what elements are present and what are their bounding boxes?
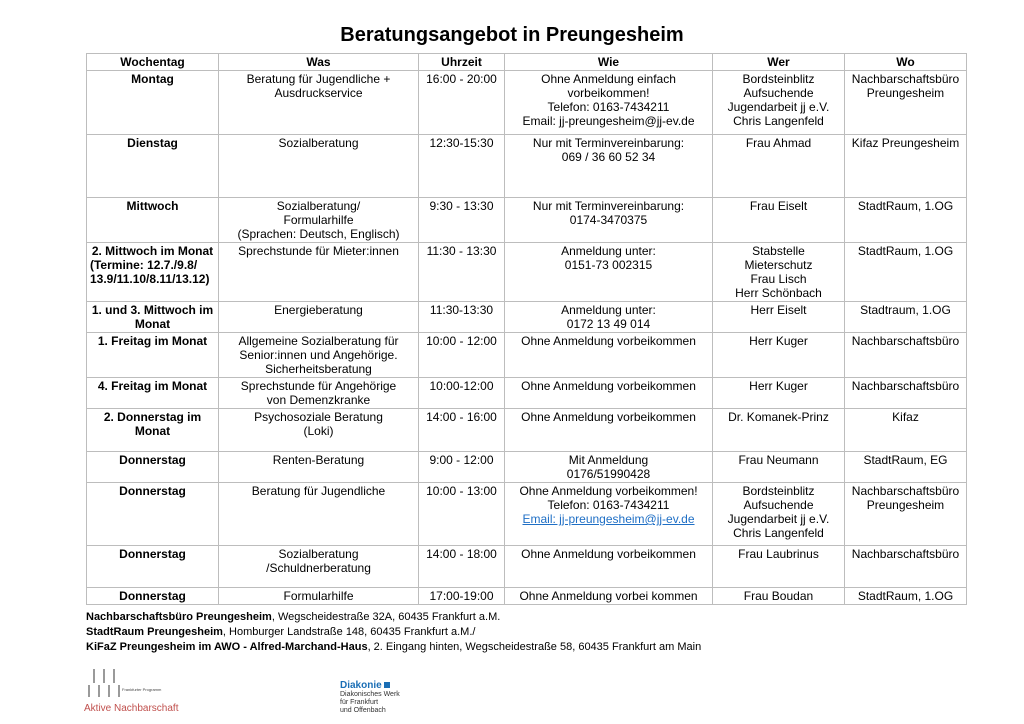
cell-text: (Loki) xyxy=(303,424,334,438)
cell-text: Chris Langenfeld xyxy=(733,114,824,128)
table-row xyxy=(87,135,967,198)
cell-wie xyxy=(505,243,713,302)
cell-text: Aufsuchende xyxy=(743,86,814,100)
cell-text: Sprechstunde für Angehörige xyxy=(240,379,397,393)
cell-text: Nachbarschaftsbüro xyxy=(851,72,960,86)
logo-small-text: Frankfurter Programm xyxy=(122,687,162,692)
cell-text: Aufsuchende xyxy=(743,498,814,512)
cell-wie xyxy=(505,333,713,378)
cell-text: Donnerstag xyxy=(119,484,186,498)
cell-uhrzeit: 11:30-13:30 xyxy=(419,302,505,333)
address-list xyxy=(86,610,701,655)
diakonie-sub-2: für Frankfurt xyxy=(340,699,379,706)
cell-text: Nachbarschaftsbüro xyxy=(851,547,960,561)
cell-text: Montag xyxy=(131,72,174,86)
cell-wochentag xyxy=(87,588,219,605)
cell-text: 2. Mittwoch im Monat xyxy=(91,244,214,258)
logo-name: Aktive Nachbarschaft xyxy=(84,703,179,714)
cell-text: Sprechstunde für Mieter:innen xyxy=(238,244,399,258)
cell-text: /Schuldnerberatung xyxy=(266,561,371,575)
cell-text: StadtRaum, EG xyxy=(863,453,948,467)
cell-wie xyxy=(505,483,713,546)
cell-text: Formularhilfe xyxy=(283,213,354,227)
cell-text: 069 / 36 60 52 34 xyxy=(561,150,656,164)
cell-text: vorbeikommen! xyxy=(567,86,650,100)
cell-text: Dr. Komanek-Prinz xyxy=(728,410,829,424)
cell-text: (Sprachen: Deutsch, Englisch) xyxy=(237,227,400,241)
header-wie: Wie xyxy=(505,54,713,71)
cell-text: Ohne Anmeldung vorbeikommen xyxy=(521,410,696,424)
cell-text: Chris Langenfeld xyxy=(733,526,824,540)
diakonie-cross-icon xyxy=(384,682,390,688)
cell-wochentag xyxy=(87,333,219,378)
cell-wochentag xyxy=(87,452,219,483)
cell-text: (Termine: 12.7./9.8/ 13.9/11.10/8.11/13.12) xyxy=(90,258,210,286)
cell-wer xyxy=(713,409,845,452)
cell-text: Energieberatung xyxy=(274,303,363,317)
address-line: StadtRaum Preungesheim, Homburger Landstraße 148, 60435 Frankfurt a.M./ xyxy=(86,626,476,638)
cell-wer xyxy=(713,135,845,198)
cell-text: Bordsteinblitz xyxy=(742,484,815,498)
cell-text: 0176/51990428 xyxy=(566,467,651,481)
cell-wer xyxy=(713,198,845,243)
cell-wochentag xyxy=(87,409,219,452)
cell-text: Nur mit Terminvereinbarung: xyxy=(532,136,685,150)
cell-wochentag xyxy=(87,135,219,198)
table-header-row xyxy=(87,54,967,71)
cell-wer xyxy=(713,71,845,135)
cell-text: Stabstelle xyxy=(752,244,805,258)
page-title: Beratungsangebot in Preungesheim xyxy=(340,24,684,46)
cell-text: 4. Freitag im Monat xyxy=(97,379,208,393)
cell-text: Herr Kuger xyxy=(749,334,808,348)
cell-wochentag xyxy=(87,71,219,135)
cell-wochentag xyxy=(87,483,219,546)
cell-text: Stadtraum, 1.OG xyxy=(860,303,951,317)
cell-text: StadtRaum, 1.OG xyxy=(857,589,954,603)
table-row xyxy=(87,409,967,452)
cell-wochentag xyxy=(87,302,219,333)
cell-uhrzeit: 16:00 - 20:00 xyxy=(419,71,505,135)
diakonie-sub-1: Diakonisches Werk xyxy=(340,691,400,698)
cell-text: Bordsteinblitz xyxy=(742,72,815,86)
cell-text: Preungesheim xyxy=(866,498,945,512)
cell-wer xyxy=(713,378,845,409)
cell-was xyxy=(219,333,419,378)
cell-was xyxy=(219,302,419,333)
cell-text: 2. Donnerstag im Monat xyxy=(103,410,202,438)
table-row xyxy=(87,483,967,546)
cell-wie xyxy=(505,135,713,198)
cell-text: Renten-Beratung xyxy=(272,453,365,467)
cell-text: Kifaz xyxy=(892,410,919,424)
cell-text: Nachbarschaftsbüro xyxy=(851,379,960,393)
cell-text: Formularhilfe xyxy=(283,589,354,603)
cell-text: Sozialberatung xyxy=(278,136,359,150)
cell-text: Dienstag xyxy=(127,136,178,150)
cell-text: Senior:innen und Angehörige. xyxy=(239,348,398,362)
cell-text: Donnerstag xyxy=(119,453,186,467)
cell-wie xyxy=(505,452,713,483)
cell-text: Frau Neumann xyxy=(738,453,819,467)
cell-text: Jugendarbeit jj e.V. xyxy=(727,512,830,526)
diakonie-sub-3: und Offenbach xyxy=(340,707,386,714)
cell-uhrzeit: 12:30-15:30 xyxy=(419,135,505,198)
cell-text: Donnerstag xyxy=(119,547,186,561)
header-uhrzeit: Uhrzeit xyxy=(419,54,505,71)
cell-text: 0151-73 002315 xyxy=(564,258,653,272)
header-wer: Wer xyxy=(713,54,845,71)
cell-was xyxy=(219,71,419,135)
cell-text: Mittwoch xyxy=(126,199,179,213)
cell-text: 0172 13 49 014 xyxy=(566,317,651,331)
cell-wo xyxy=(845,71,967,135)
cell-text: Frau Eiselt xyxy=(749,199,808,213)
header-was: Was xyxy=(219,54,419,71)
diakonie-logo xyxy=(340,680,420,720)
address-line: Nachbarschaftsbüro Preungesheim, Wegscheidestraße 32A, 60435 Frankfurt a.M. xyxy=(86,611,501,623)
cell-was xyxy=(219,452,419,483)
cell-text: Beratung für Jugendliche xyxy=(251,484,386,498)
cell-text: Frau Laubrinus xyxy=(738,547,819,561)
cell-wie xyxy=(505,198,713,243)
cell-text: Sozialberatung/ xyxy=(276,199,361,213)
cell-text: Ohne Anmeldung vorbeikommen xyxy=(521,547,696,561)
cell-text: Nachbarschaftsbüro xyxy=(851,334,960,348)
email-link[interactable]: Email: jj-preungesheim@jj-ev.de xyxy=(522,512,695,526)
cell-text: Ohne Anmeldung einfach xyxy=(541,72,676,86)
cell-wo xyxy=(845,409,967,452)
cell-uhrzeit: 10:00 - 12:00 xyxy=(419,333,505,378)
table-row xyxy=(87,302,967,333)
cell-wie xyxy=(505,409,713,452)
cell-text: von Demenzkranke xyxy=(266,393,371,407)
table-row xyxy=(87,378,967,409)
cell-wo xyxy=(845,452,967,483)
cell-was xyxy=(219,546,419,588)
cell-text: Beratung für Jugendliche + xyxy=(246,72,391,86)
cell-was xyxy=(219,588,419,605)
cell-was xyxy=(219,409,419,452)
cell-wie xyxy=(505,378,713,409)
aktive-nachbarschaft-logo xyxy=(84,681,194,715)
cell-wo xyxy=(845,198,967,243)
cell-text: Anmeldung unter: xyxy=(561,303,656,317)
cell-wo xyxy=(845,378,967,409)
cell-wie xyxy=(505,546,713,588)
cell-wo xyxy=(845,546,967,588)
cell-wie xyxy=(505,588,713,605)
cell-text: Herr Schönbach xyxy=(735,286,822,300)
cell-wer xyxy=(713,483,845,546)
table-row xyxy=(87,198,967,243)
table-row xyxy=(87,452,967,483)
cell-text: Frau Boudan xyxy=(743,589,814,603)
cell-text: Anmeldung unter: xyxy=(561,244,656,258)
cell-wie xyxy=(505,302,713,333)
cell-text: Psychosoziale Beratung xyxy=(254,410,383,424)
cell-wie xyxy=(505,71,713,135)
cell-text: Preungesheim xyxy=(866,86,945,100)
cell-text: Email: jj-preungesheim@jj-ev.de xyxy=(522,114,695,128)
cell-text: Frau Lisch xyxy=(750,272,807,286)
cell-text: Ohne Anmeldung vorbeikommen! xyxy=(519,484,698,498)
cell-text: Kifaz Preungesheim xyxy=(851,136,960,150)
cell-text: Telefon: 0163-7434211 xyxy=(547,100,670,114)
cell-uhrzeit: 14:00 - 16:00 xyxy=(419,409,505,452)
cell-wo xyxy=(845,135,967,198)
cell-wer xyxy=(713,588,845,605)
cell-text: Nachbarschaftsbüro xyxy=(851,484,960,498)
cell-text: Ohne Anmeldung vorbeikommen xyxy=(521,379,696,393)
cell-was xyxy=(219,198,419,243)
cell-wer xyxy=(713,546,845,588)
cell-uhrzeit: 14:00 - 18:00 xyxy=(419,546,505,588)
cell-uhrzeit: 17:00-19:00 xyxy=(419,588,505,605)
cell-text: Nur mit Terminvereinbarung: xyxy=(532,199,685,213)
cell-wer xyxy=(713,333,845,378)
address-line: KiFaZ Preungesheim im AWO - Alfred-Marchand-Haus, 2. Eingang hinten, Wegscheidestraße 58, 60435 Frankfurt am Main xyxy=(86,641,702,653)
cell-text: 1. Freitag im Monat xyxy=(97,334,208,348)
cell-text: Frau Ahmad xyxy=(745,136,812,150)
cell-text: Herr Kuger xyxy=(749,379,808,393)
cell-text: Ausdruckservice xyxy=(274,86,363,100)
cell-text: Mit Anmeldung xyxy=(568,453,649,467)
cell-text: Sozialberatung xyxy=(278,547,359,561)
cell-wo xyxy=(845,483,967,546)
cell-was xyxy=(219,243,419,302)
cell-text: StadtRaum, 1.OG xyxy=(857,244,954,258)
cell-was xyxy=(219,135,419,198)
cell-text: Telefon: 0163-7434211 xyxy=(547,498,670,512)
cell-wer xyxy=(713,243,845,302)
cell-wo xyxy=(845,588,967,605)
table-row xyxy=(87,243,967,302)
cell-was xyxy=(219,378,419,409)
cell-wochentag xyxy=(87,198,219,243)
cell-text: Mieterschutz xyxy=(744,258,813,272)
header-wo: Wo xyxy=(845,54,967,71)
cell-uhrzeit: 10:00 - 13:00 xyxy=(419,483,505,546)
cell-text: Ohne Anmeldung vorbei kommen xyxy=(519,589,698,603)
cell-wer xyxy=(713,452,845,483)
cell-text: Sicherheitsberatung xyxy=(265,362,372,376)
cell-was xyxy=(219,483,419,546)
cell-text: Donnerstag xyxy=(119,589,186,603)
cell-wer xyxy=(713,302,845,333)
schedule-table xyxy=(86,53,967,605)
cell-uhrzeit: 9:00 - 12:00 xyxy=(419,452,505,483)
table-row xyxy=(87,588,967,605)
cell-uhrzeit: 11:30 - 13:30 xyxy=(419,243,505,302)
cell-text: 1. und 3. Mittwoch im Monat xyxy=(91,303,214,331)
cell-text: Jugendarbeit jj e.V. xyxy=(727,100,830,114)
cell-text: Herr Eiselt xyxy=(750,303,807,317)
header-wochentag: Wochentag xyxy=(87,54,219,71)
cell-uhrzeit: 10:00-12:00 xyxy=(419,378,505,409)
table-row xyxy=(87,333,967,378)
cell-wochentag xyxy=(87,546,219,588)
table-row xyxy=(87,71,967,135)
cell-text: Allgemeine Sozialberatung für xyxy=(238,334,399,348)
cell-wo xyxy=(845,243,967,302)
cell-wochentag xyxy=(87,243,219,302)
cell-text: StadtRaum, 1.OG xyxy=(857,199,954,213)
cell-uhrzeit: 9:30 - 13:30 xyxy=(419,198,505,243)
diakonie-brand: Diakonie xyxy=(340,680,420,691)
cell-text: Ohne Anmeldung vorbeikommen xyxy=(521,334,696,348)
cell-text: 0174-3470375 xyxy=(569,213,648,227)
cell-wochentag xyxy=(87,378,219,409)
cell-wo xyxy=(845,333,967,378)
cell-wo xyxy=(845,302,967,333)
table-row xyxy=(87,546,967,588)
